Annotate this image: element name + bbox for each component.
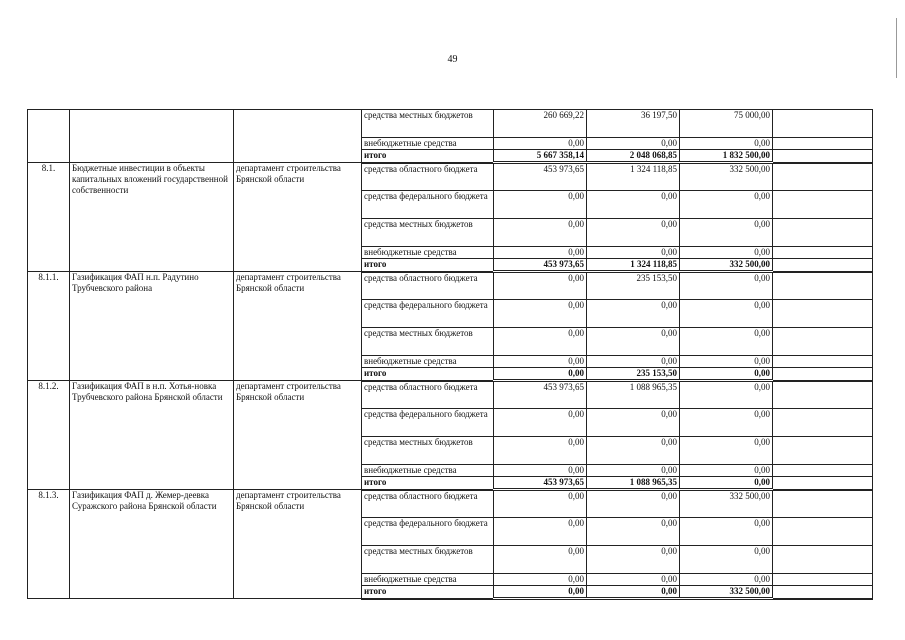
empty-last-cell <box>773 300 873 328</box>
amount-year-1: 0,00 <box>494 247 587 259</box>
funding-source: средства областного бюджета <box>362 490 494 518</box>
amount-year-3: 0,00 <box>680 191 773 219</box>
amount-year-2: 0,00 <box>587 219 680 247</box>
empty-last-cell <box>773 247 873 259</box>
funding-row <box>28 110 873 138</box>
item-executor: департамент строительства Брянской области <box>234 163 362 272</box>
empty-last-cell <box>773 381 873 409</box>
funding-source: итого <box>362 259 494 272</box>
amount-year-3: 0,00 <box>680 477 773 490</box>
empty-last-cell <box>773 437 873 465</box>
amount-year-2: 0,00 <box>587 328 680 356</box>
item-code: 8.1. <box>28 163 70 272</box>
amount-year-2: 235 153,50 <box>587 272 680 300</box>
item-name: Газификация ФАП в н.п. Хотья-новка Трубчевского района Брянской области <box>70 381 234 490</box>
empty-last-cell <box>773 518 873 546</box>
amount-year-3: 332 500,00 <box>680 259 773 272</box>
item-code: 8.1.1. <box>28 272 70 381</box>
funding-source: средства местных бюджетов <box>362 437 494 465</box>
scan-edge-line <box>896 18 897 78</box>
amount-year-2: 0,00 <box>587 409 680 437</box>
amount-year-2: 0,00 <box>587 490 680 518</box>
amount-year-3: 332 500,00 <box>680 586 773 599</box>
funding-source: средства местных бюджетов <box>362 219 494 247</box>
amount-year-1: 0,00 <box>494 490 587 518</box>
amount-year-3: 0,00 <box>680 381 773 409</box>
empty-last-cell <box>773 546 873 574</box>
amount-year-1: 0,00 <box>494 356 587 368</box>
amount-year-1: 5 667 358,14 <box>494 150 587 163</box>
amount-year-2: 0,00 <box>587 574 680 586</box>
funding-source: внебюджетные средства <box>362 465 494 477</box>
funding-source: итого <box>362 368 494 381</box>
amount-year-1: 0,00 <box>494 586 587 599</box>
empty-last-cell <box>773 409 873 437</box>
amount-year-2: 1 324 118,85 <box>587 259 680 272</box>
amount-year-3: 0,00 <box>680 465 773 477</box>
empty-last-cell <box>773 138 873 150</box>
amount-year-1: 0,00 <box>494 300 587 328</box>
funding-source: итого <box>362 586 494 599</box>
amount-year-1: 0,00 <box>494 465 587 477</box>
budget-table <box>27 109 873 600</box>
item-name: Бюджетные инвестиции в объекты капитальных вложений государственной собственности <box>70 163 234 272</box>
amount-year-1: 0,00 <box>494 272 587 300</box>
funding-source: средства местных бюджетов <box>362 546 494 574</box>
amount-year-3: 0,00 <box>680 219 773 247</box>
amount-year-3: 0,00 <box>680 272 773 300</box>
empty-last-cell <box>773 110 873 138</box>
amount-year-2: 0,00 <box>587 191 680 219</box>
amount-year-2: 0,00 <box>587 546 680 574</box>
empty-last-cell <box>773 477 873 490</box>
amount-year-2: 2 048 068,85 <box>587 150 680 163</box>
funding-source: средства федерального бюджета <box>362 518 494 546</box>
item-code: 8.1.2. <box>28 381 70 490</box>
item-name: Газификация ФАП д. Жемер-деевка Суражского района Брянской области <box>70 490 234 599</box>
amount-year-2: 0,00 <box>587 138 680 150</box>
empty-last-cell <box>773 586 873 599</box>
amount-year-1: 0,00 <box>494 574 587 586</box>
amount-year-2: 36 197,50 <box>587 110 680 138</box>
amount-year-1: 453 973,65 <box>494 477 587 490</box>
amount-year-3: 0,00 <box>680 368 773 381</box>
funding-source: средства местных бюджетов <box>362 110 494 138</box>
funding-source: средства федерального бюджета <box>362 409 494 437</box>
empty-last-cell <box>773 465 873 477</box>
amount-year-2: 235 153,50 <box>587 368 680 381</box>
item-code: 8.1.3. <box>28 490 70 599</box>
amount-year-2: 0,00 <box>587 356 680 368</box>
amount-year-3: 0,00 <box>680 300 773 328</box>
empty-last-cell <box>773 356 873 368</box>
empty-last-cell <box>773 574 873 586</box>
amount-year-1: 0,00 <box>494 219 587 247</box>
funding-source: средства местных бюджетов <box>362 328 494 356</box>
empty-executor-cell <box>234 110 362 163</box>
amount-year-1: 0,00 <box>494 138 587 150</box>
empty-last-cell <box>773 163 873 191</box>
amount-year-3: 0,00 <box>680 574 773 586</box>
empty-last-cell <box>773 259 873 272</box>
amount-year-3: 0,00 <box>680 328 773 356</box>
amount-year-1: 453 973,65 <box>494 381 587 409</box>
funding-source: внебюджетные средства <box>362 138 494 150</box>
funding-source: итого <box>362 477 494 490</box>
empty-last-cell <box>773 328 873 356</box>
item-executor: департамент строительства Брянской области <box>234 490 362 599</box>
amount-year-1: 0,00 <box>494 191 587 219</box>
amount-year-1: 453 973,65 <box>494 259 587 272</box>
funding-source: средства областного бюджета <box>362 272 494 300</box>
empty-last-cell <box>773 272 873 300</box>
amount-year-2: 0,00 <box>587 247 680 259</box>
empty-last-cell <box>773 150 873 163</box>
amount-year-2: 0,00 <box>587 437 680 465</box>
empty-name-cell <box>70 110 234 163</box>
amount-year-3: 332 500,00 <box>680 163 773 191</box>
amount-year-2: 0,00 <box>587 465 680 477</box>
amount-year-3: 332 500,00 <box>680 490 773 518</box>
funding-row <box>28 163 873 191</box>
item-executor: департамент строительства Брянской области <box>234 272 362 381</box>
amount-year-1: 0,00 <box>494 368 587 381</box>
amount-year-2: 1 088 965,35 <box>587 477 680 490</box>
funding-source: внебюджетные средства <box>362 247 494 259</box>
amount-year-1: 0,00 <box>494 546 587 574</box>
amount-year-1: 0,00 <box>494 328 587 356</box>
amount-year-1: 260 669,22 <box>494 110 587 138</box>
funding-source: итого <box>362 150 494 163</box>
funding-row <box>28 381 873 409</box>
amount-year-1: 0,00 <box>494 409 587 437</box>
empty-last-cell <box>773 490 873 518</box>
funding-row <box>28 272 873 300</box>
amount-year-3: 0,00 <box>680 138 773 150</box>
amount-year-1: 0,00 <box>494 437 587 465</box>
amount-year-3: 0,00 <box>680 247 773 259</box>
amount-year-3: 0,00 <box>680 546 773 574</box>
amount-year-1: 453 973,65 <box>494 163 587 191</box>
amount-year-2: 0,00 <box>587 300 680 328</box>
amount-year-3: 0,00 <box>680 518 773 546</box>
item-name: Газификация ФАП н.п. Радутино Трубчевского района <box>70 272 234 381</box>
funding-source: средства областного бюджета <box>362 163 494 191</box>
empty-code-cell <box>28 110 70 163</box>
amount-year-3: 0,00 <box>680 356 773 368</box>
amount-year-3: 75 000,00 <box>680 110 773 138</box>
funding-source: внебюджетные средства <box>362 574 494 586</box>
amount-year-3: 1 832 500,00 <box>680 150 773 163</box>
funding-source: средства областного бюджета <box>362 381 494 409</box>
empty-last-cell <box>773 368 873 381</box>
item-executor: департамент строительства Брянской области <box>234 381 362 490</box>
amount-year-2: 0,00 <box>587 586 680 599</box>
amount-year-3: 0,00 <box>680 409 773 437</box>
amount-year-2: 1 088 965,35 <box>587 381 680 409</box>
funding-source: средства федерального бюджета <box>362 300 494 328</box>
amount-year-1: 0,00 <box>494 518 587 546</box>
funding-source: средства федерального бюджета <box>362 191 494 219</box>
funding-row <box>28 490 873 518</box>
empty-last-cell <box>773 219 873 247</box>
amount-year-3: 0,00 <box>680 437 773 465</box>
page-number: 49 <box>447 54 458 65</box>
amount-year-2: 1 324 118,85 <box>587 163 680 191</box>
funding-source: внебюджетные средства <box>362 356 494 368</box>
amount-year-2: 0,00 <box>587 518 680 546</box>
empty-last-cell <box>773 191 873 219</box>
